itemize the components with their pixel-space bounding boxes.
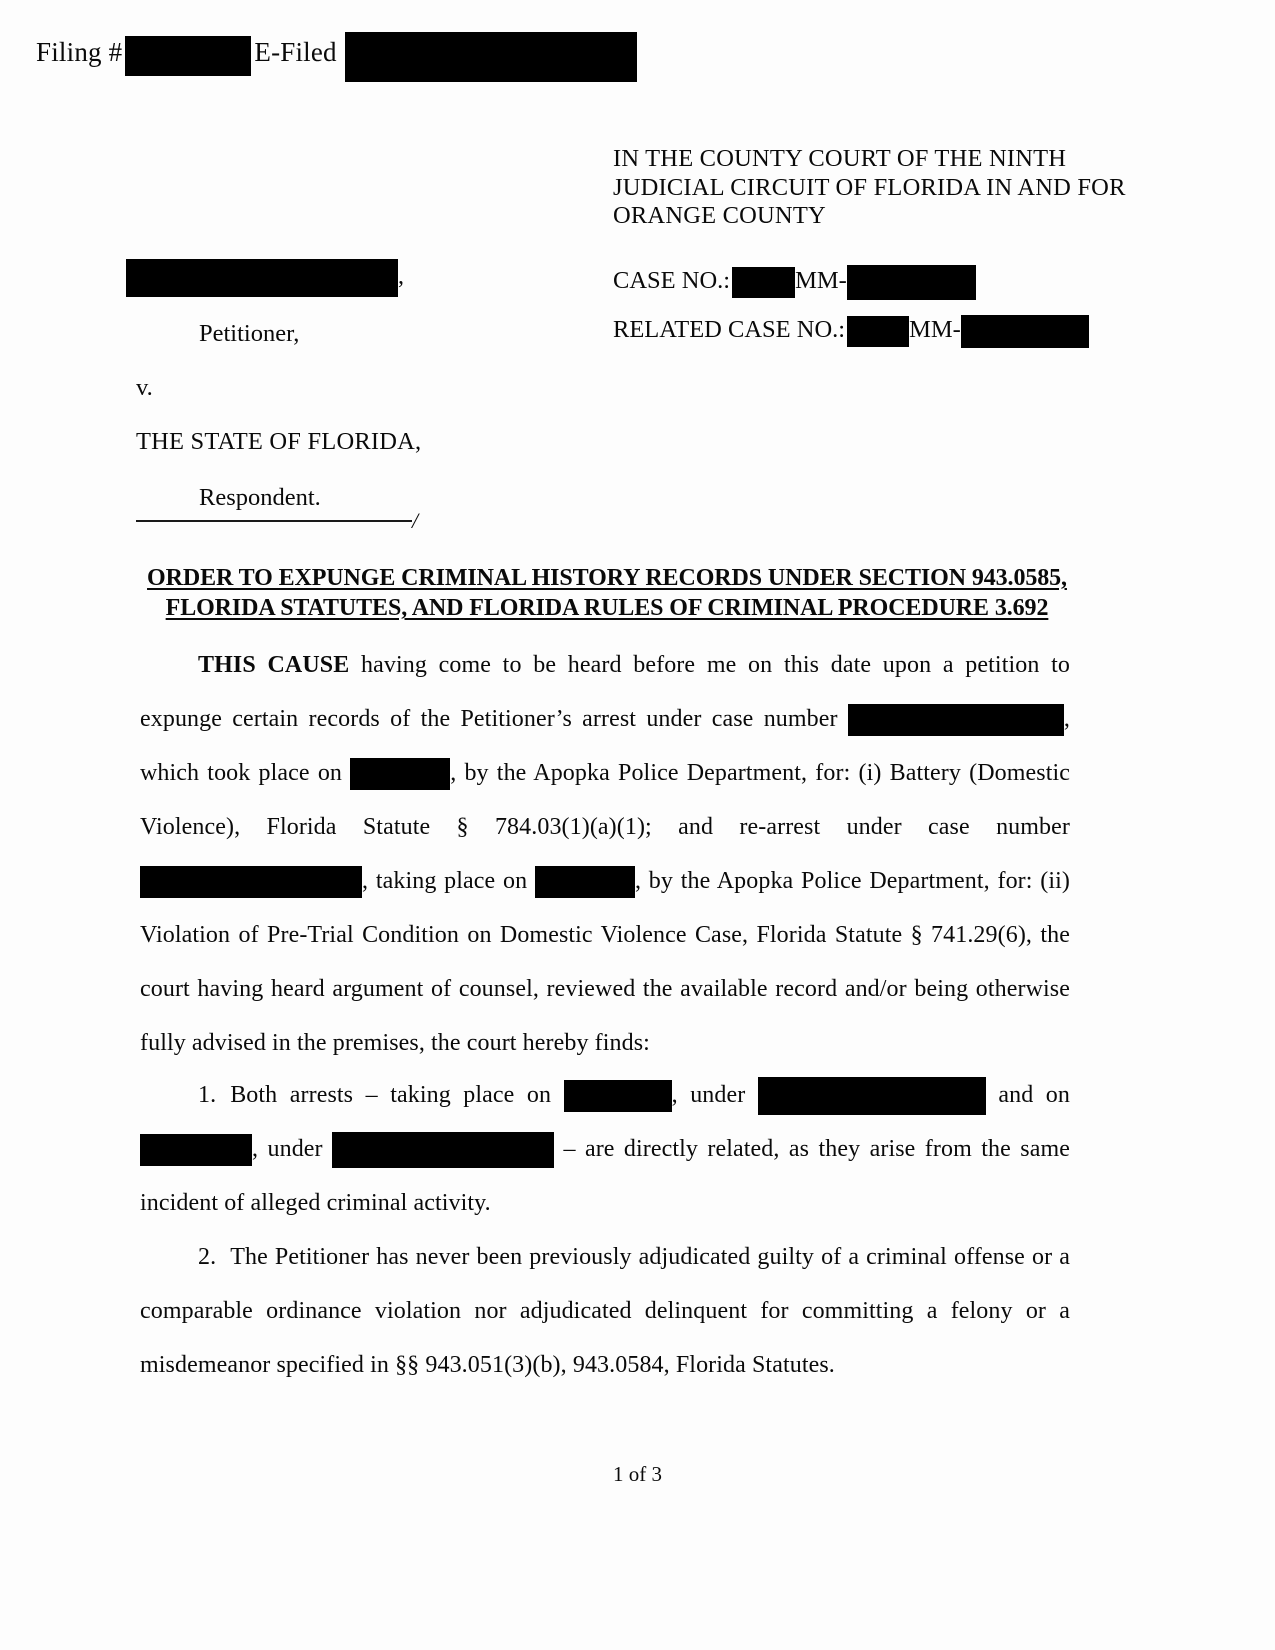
court-heading-line-3: ORANGE COUNTY [613, 202, 826, 229]
related-case-number-suffix-redaction [961, 315, 1089, 348]
arrest-date-redaction-2 [535, 866, 635, 898]
case-number-redaction-body-1 [848, 704, 1064, 736]
body-p1-part-1: having come to be heard before me on this date upon a petition to expunge certain records of the Petitioner’s arrest under case number [140, 652, 1070, 732]
findings-block [140, 1068, 1070, 1392]
efiled-datetime-redaction [345, 32, 637, 82]
efiled-label: E-Filed [254, 37, 337, 68]
finding-1-date-redaction-1 [564, 1080, 672, 1112]
page-number-footer: 1 of 3 [613, 1462, 662, 1486]
petitioner-name-redaction [126, 259, 398, 297]
page-title [137, 563, 1077, 623]
page-title-line-2: FLORIDA STATUTES, AND FLORIDA RULES OF CRIMINAL PROCEDURE 3.692 [165, 595, 1049, 621]
finding-1-number: 1. [198, 1082, 217, 1108]
finding-item-1 [140, 1068, 1070, 1230]
body-paragraph-1 [140, 638, 1070, 1070]
case-number-redaction-body-2 [140, 866, 362, 898]
body-p1-part-5: , by the Apopka Police Department, for: (ii) Violation of Pre-Trial Condition on Domestic Violence Case, Florida Statute § 741.29(6), the court having heard argument of counsel, reviewed the available record and/or being otherwise fully advised in the premises, the court hereby finds: [140, 868, 1070, 1056]
finding-1-part-5: – are directly related, as they arise from the same incident of alleged criminal activity. [140, 1136, 1070, 1216]
body-paragraph-block [140, 638, 1070, 1070]
related-case-number-mm: MM- [909, 316, 961, 344]
finding-1-part-1: Both arrests – taking place on [230, 1082, 564, 1108]
respondent-label: Respondent. [199, 484, 321, 511]
finding-1-date-redaction-2 [140, 1134, 252, 1166]
petitioner-name-line [126, 259, 404, 297]
finding-1-part-3: and on [985, 1082, 1071, 1108]
petitioner-label: Petitioner, [199, 320, 300, 347]
filing-number-redaction [125, 36, 251, 76]
related-case-number-prefix-redaction [847, 316, 909, 347]
finding-2-number: 2. [198, 1244, 217, 1270]
case-number-suffix-redaction [847, 265, 976, 300]
finding-1-part-4: , under [252, 1136, 333, 1162]
related-case-number-line [613, 315, 1089, 348]
finding-1-part-2: , under [671, 1082, 758, 1108]
finding-2-text: The Petitioner has never been previously adjudicated guilty of a criminal offense or a comparable ordinance violation nor adjudicated delinquent for committing a felony or a misdemeanor specified in §§ 943.051(3)(b), 943.0584, Florida Statutes. [140, 1244, 1070, 1378]
caption-slash: / [412, 508, 419, 533]
case-number-label: CASE NO.: [613, 267, 731, 295]
page-title-line-1: ORDER TO EXPUNGE CRIMINAL HISTORY RECORDS UNDER SECTION 943.0585, [147, 565, 1067, 591]
body-p1-part-4: , taking place on [362, 868, 535, 894]
petitioner-name-comma: , [398, 263, 404, 290]
finding-1-case-redaction-1 [758, 1077, 986, 1115]
finding-1-case-redaction-2 [332, 1132, 554, 1168]
case-number-line [613, 265, 976, 300]
respondent-name: THE STATE OF FLORIDA, [136, 428, 422, 455]
versus-label: v. [136, 374, 153, 401]
court-heading-line-2: JUDICIAL CIRCUIT OF FLORIDA IN AND FOR [613, 173, 1126, 201]
court-heading-line-1: IN THE COUNTY COURT OF THE NINTH [613, 145, 1067, 172]
case-number-prefix-redaction [732, 267, 795, 298]
finding-item-2 [140, 1230, 1070, 1392]
case-number-mm: MM- [795, 267, 847, 295]
arrest-date-redaction-1 [350, 758, 450, 790]
this-cause-lead: THIS CAUSE [198, 652, 350, 678]
filing-label: Filing # [36, 37, 123, 68]
caption-divider-rule [136, 520, 412, 522]
body-p1-part-2: , which took place on [140, 706, 1070, 786]
body-p1-part-3: , by the Apopka Police Department, for: (i) Battery (Domestic Violence), Florida Statute § 784.03(1)(a)(1); and re-arrest under case number [140, 760, 1070, 840]
filing-header [36, 30, 637, 80]
court-heading [613, 145, 1125, 231]
related-case-number-label: RELATED CASE NO.: [613, 316, 846, 344]
